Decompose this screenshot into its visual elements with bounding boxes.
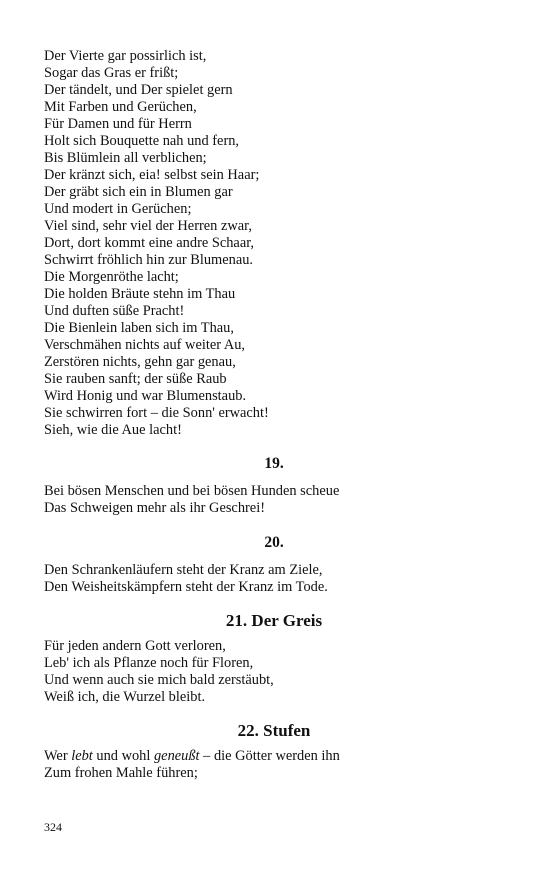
poem-line xyxy=(44,748,504,765)
poem-line: Der Vierte gar possirlich ist, xyxy=(44,48,207,64)
text-span: und wohl xyxy=(92,748,154,764)
section-heading-21: 21. Der Greis xyxy=(225,611,323,630)
poem-line: Die Morgenröthe lacht; xyxy=(44,269,179,285)
poem-line: Mit Farben und Gerüchen, xyxy=(44,99,197,115)
poem-line: Zerstören nichts, gehn gar genau, xyxy=(44,354,236,370)
page-text xyxy=(44,48,504,782)
poem-line: Leb' ich als Pflanze noch für Floren, xyxy=(44,655,254,671)
poem-line: Sieh, wie die Aue lacht! xyxy=(44,422,182,438)
poem-line: Schwirrt fröhlich hin zur Blumenau. xyxy=(44,252,254,268)
poem-line: Den Weisheitskämpfern steht der Kranz im Tode. xyxy=(44,579,328,595)
poem-line: Den Schrankenläufern steht der Kranz am Ziele, xyxy=(44,562,323,578)
section-heading-20: 20. xyxy=(264,534,284,551)
poem-line: Bei bösen Menschen und bei bösen Hunden scheue xyxy=(44,483,340,499)
italic-word-geneusst: geneußt xyxy=(153,748,200,764)
text-span: – die Götter werden ihn xyxy=(199,748,340,764)
text-span: Wer xyxy=(44,748,72,764)
poem-line: Sie rauben sanft; der süße Raub xyxy=(44,371,227,387)
poem-line: Für jeden andern Gott verloren, xyxy=(44,638,226,654)
poem-line: Weiß ich, die Wurzel bleibt. xyxy=(44,689,206,705)
poem-line: Das Schweigen mehr als ihr Geschrei! xyxy=(44,500,265,516)
italic-word-lebt: lebt xyxy=(71,748,93,764)
poem-line: Wird Honig und war Blumenstaub. xyxy=(44,388,247,404)
poem-line: Die holden Bräute stehn im Thau xyxy=(44,286,236,302)
poem-line: Viel sind, sehr viel der Herren zwar, xyxy=(44,218,252,234)
section-heading-19: 19. xyxy=(264,455,284,472)
poem-line: Der gräbt sich ein in Blumen gar xyxy=(44,184,233,200)
poem-line: Verschmähen nichts auf weiter Au, xyxy=(44,337,246,353)
poem-line: Zum frohen Mahle führen; xyxy=(44,765,198,781)
section-20-text xyxy=(44,562,504,596)
page-number: 324 xyxy=(44,820,62,834)
poem-line: Dort, dort kommt eine andre Schaar, xyxy=(44,235,255,251)
poem-line: Bis Blümlein all verblichen; xyxy=(44,150,207,166)
section-19-text xyxy=(44,483,504,517)
poem-line: Und modert in Gerüchen; xyxy=(44,201,192,217)
poem-line: Sogar das Gras er frißt; xyxy=(44,65,179,81)
poem-line: Holt sich Bouquette nah und fern, xyxy=(44,133,240,149)
poem-line: Der tändelt, und Der spielet gern xyxy=(44,82,233,98)
poem-line: Und wenn auch sie mich bald zerstäubt, xyxy=(44,672,274,688)
poem-line: Der kränzt sich, eia! selbst sein Haar; xyxy=(44,167,260,183)
section-22-text xyxy=(44,748,504,782)
poem-line: Die Bienlein laben sich im Thau, xyxy=(44,320,234,336)
poem-continuation xyxy=(44,48,504,439)
poem-line: Sie schwirren fort – die Sonn' erwacht! xyxy=(44,405,269,421)
poem-line: Für Damen und für Herrn xyxy=(44,116,192,132)
section-heading-22: 22. Stufen xyxy=(237,721,311,740)
poem-line: Und duften süße Pracht! xyxy=(44,303,185,319)
section-21-text xyxy=(44,638,504,706)
